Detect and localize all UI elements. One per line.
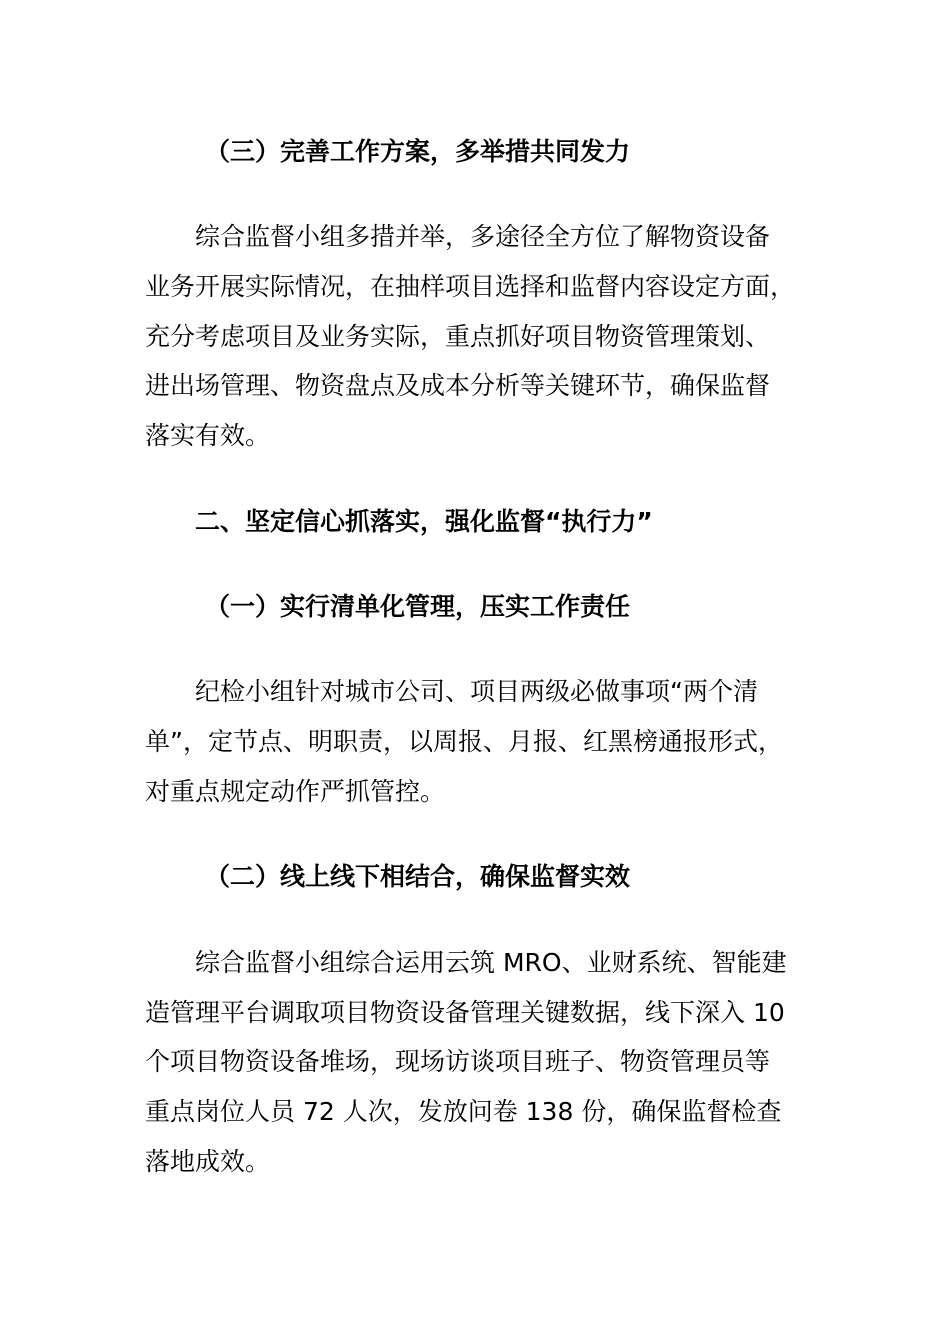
paragraph-line: 个项目物资设备堆场，现场访谈项目班子、物资管理员等 bbox=[145, 1047, 771, 1076]
section-two-heading: 二、坚定信心抓落实，强化监督“执行力” bbox=[195, 507, 653, 536]
section-3-heading: （三）完善工作方案，多举措共同发力 bbox=[205, 137, 631, 166]
paragraph-line: 单”，定节点、明职责，以周报、月报、红黑榜通报形式， bbox=[145, 727, 783, 756]
paragraph-line: 业务开展实际情况，在抽样项目选择和监督内容设定方面， bbox=[145, 272, 796, 301]
paragraph-line: 落实有效。 bbox=[145, 421, 271, 450]
paragraph-line: 重点岗位人员 72 人次，发放问卷 138 份，确保监督检查 bbox=[145, 1097, 782, 1126]
paragraph-line: 造管理平台调取项目物资设备管理关键数据，线下深入 10 bbox=[145, 998, 785, 1027]
paragraph-line: 充分考虑项目及业务实际，重点抓好项目物资管理策划、 bbox=[145, 322, 771, 351]
paragraph-line: 综合监督小组多措并举，多途径全方位了解物资设备 bbox=[195, 222, 771, 251]
paragraph-line: 进出场管理、物资盘点及成本分析等关键环节，确保监督 bbox=[145, 371, 771, 400]
paragraph-line: 落地成效。 bbox=[145, 1147, 271, 1176]
section-two-2-heading: （二）线上线下相结合，确保监督实效 bbox=[205, 862, 631, 891]
section-two-1-heading: （一）实行清单化管理，压实工作责任 bbox=[205, 592, 631, 621]
paragraph-line: 综合监督小组综合运用云筑 MRO、业财系统、智能建 bbox=[195, 948, 787, 977]
paragraph-line: 对重点规定动作严抓管控。 bbox=[145, 777, 446, 806]
paragraph-line: 纪检小组针对城市公司、项目两级必做事项“两个清 bbox=[195, 677, 758, 706]
